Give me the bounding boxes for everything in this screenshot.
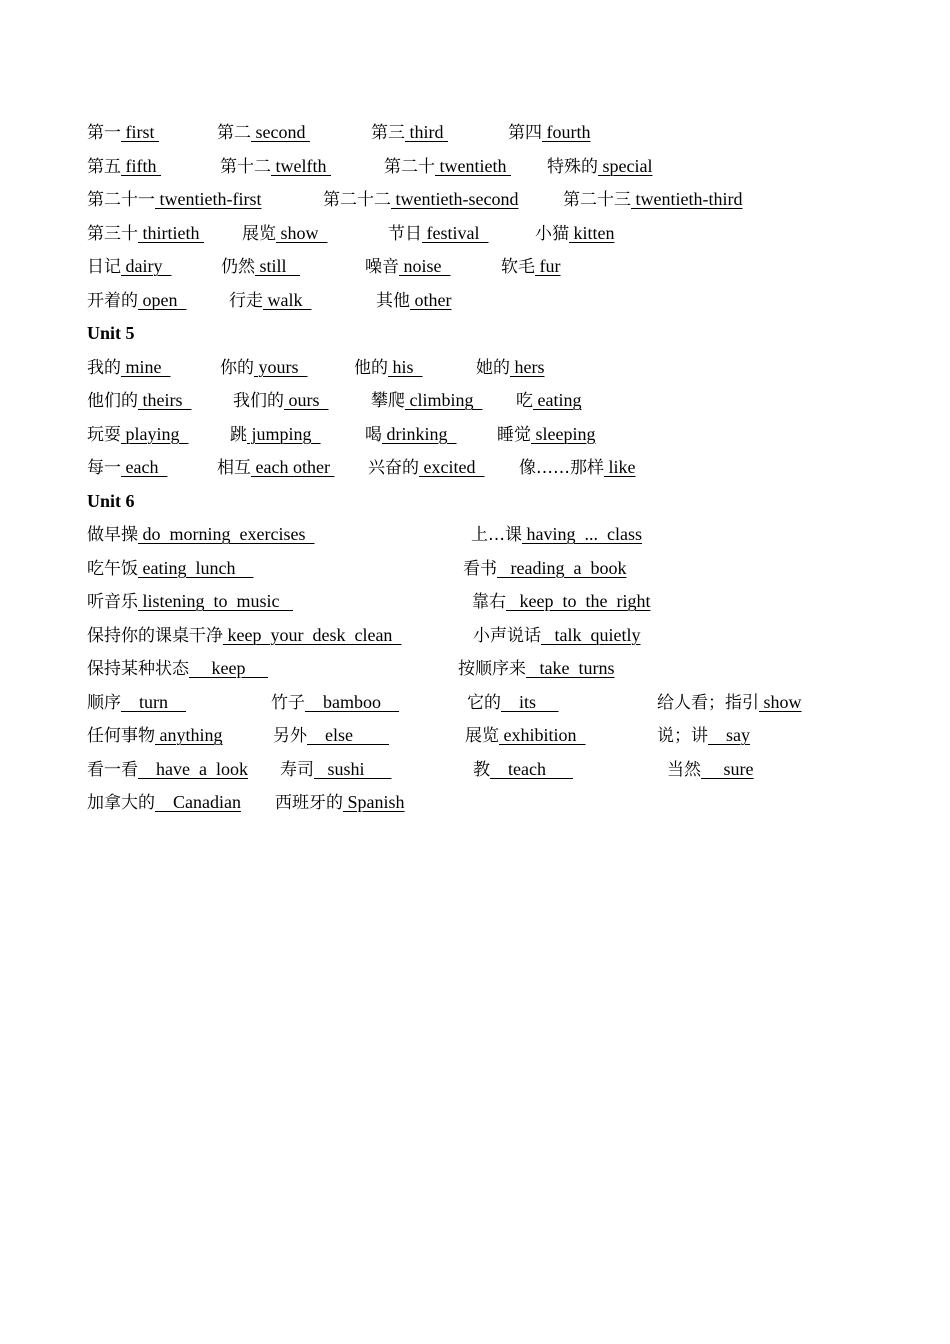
vocab-entry: 寿司 sushi [280, 758, 392, 780]
vocab-entry: 第二十一 twentieth-first [87, 189, 262, 210]
unit6-row-2 [87, 552, 887, 586]
vocab-entry: 你的 yours [220, 356, 308, 378]
vocab-row-4 [87, 217, 887, 251]
unit5-row-2 [87, 384, 887, 418]
vocab-entry: 其他 other [376, 289, 452, 311]
unit5-row-4 [87, 451, 887, 485]
vocab-entry: 每一 each [87, 457, 168, 478]
vocab-entry: 兴奋的 excited [368, 457, 485, 478]
vocab-entry: 第五 fifth [87, 155, 161, 177]
unit-title: Unit 5 [87, 323, 135, 343]
unit6-row-5 [87, 652, 887, 686]
vocab-entry: 跳 jumping [230, 423, 321, 445]
unit6-row-1 [87, 518, 887, 552]
vocab-entry: 给人看；指引 show [657, 691, 802, 713]
vocab-entry: 相互 each other [217, 457, 335, 478]
vocab-entry: 小猫 kitten [535, 222, 615, 244]
vocab-entry: 保持你的课桌干净 keep your desk clean [87, 624, 402, 646]
vocab-entry: 喝 drinking [365, 423, 457, 445]
vocab-entry: 按顺序来 take turns [458, 658, 615, 679]
vocab-entry: 第一 first [87, 122, 159, 143]
vocab-entry: 另外 else [273, 725, 389, 746]
vocab-entry: 当然 sure [667, 758, 754, 780]
vocab-entry: 他的 his [354, 356, 423, 378]
vocab-entry: 第二十二 twentieth-second [323, 189, 519, 210]
unit6-row-6 [87, 686, 887, 720]
vocab-row-2 [87, 150, 887, 184]
vocab-entry: 他们的 theirs [87, 390, 192, 411]
vocab-entry: 攀爬 climbing [371, 390, 483, 411]
vocab-entry: 噪音 noise [365, 256, 451, 277]
vocab-entry: 它的 its [467, 691, 559, 713]
unit6-row-8 [87, 753, 887, 787]
vocab-entry: 教 teach [473, 758, 573, 780]
vocab-entry: 睡觉 sleeping [497, 423, 596, 445]
unit6-row-7 [87, 719, 887, 753]
unit6-row-9 [87, 786, 887, 820]
vocab-entry: 行走 walk [229, 289, 312, 311]
vocab-entry: 做早操 do morning exercises [87, 524, 315, 545]
vocab-entry: 西班牙的 Spanish [275, 792, 405, 813]
unit6-row-3 [87, 585, 887, 619]
vocab-entry: 节日 festival [388, 222, 489, 244]
vocab-entry: 第三十 thirtieth [87, 222, 204, 244]
vocab-entry: 听音乐 listening to music [87, 591, 293, 612]
vocab-entry: 展览 show [242, 222, 328, 244]
vocab-row-6 [87, 284, 887, 318]
vocab-entry: 我的 mine [87, 356, 171, 378]
vocab-entry: 像……那样 like [519, 457, 636, 478]
vocab-entry: 加拿大的 Canadian [87, 792, 241, 813]
vocab-entry: 第四 fourth [508, 122, 591, 143]
vocab-entry: 仍然 still [221, 256, 301, 277]
vocab-entry: 说；讲 say [657, 725, 750, 746]
vocab-row-3 [87, 183, 887, 217]
vocab-entry: 看书 reading a book [463, 557, 627, 579]
vocab-entry: 软毛 fur [501, 256, 561, 277]
vocab-entry: 第二 second [217, 122, 310, 143]
unit5-heading [87, 317, 887, 351]
vocab-entry: 第二十 twentieth [384, 155, 511, 177]
vocab-entry: 吃 eating [516, 390, 582, 411]
vocabulary-sheet [87, 116, 887, 820]
vocab-entry: 玩耍 playing [87, 423, 189, 445]
unit6-row-4 [87, 619, 887, 653]
vocab-entry: 展览 exhibition [465, 725, 586, 746]
vocab-entry: 上…课 having ... class [471, 524, 642, 545]
unit6-heading [87, 485, 887, 519]
vocab-entry: 靠右 keep to the right [472, 591, 651, 612]
vocab-entry: 开着的 open [87, 289, 187, 311]
vocab-entry: 看一看 have a look [87, 758, 248, 780]
vocab-entry: 吃午饭 eating lunch [87, 557, 254, 579]
vocab-entry: 第十二 twelfth [220, 155, 331, 177]
vocab-entry: 第三 third [371, 122, 448, 143]
unit-title: Unit 6 [87, 490, 135, 511]
vocab-entry: 任何事物 anything [87, 725, 223, 746]
vocab-entry: 特殊的 special [547, 155, 653, 177]
vocab-entry: 保持某种状态 keep [87, 658, 268, 679]
vocab-entry: 顺序 turn [87, 691, 186, 713]
vocab-entry: 她的 hers [476, 356, 545, 378]
vocab-row-5 [87, 250, 887, 284]
vocab-row-1 [87, 116, 887, 150]
unit5-row-3 [87, 418, 887, 452]
unit5-row-1 [87, 351, 887, 385]
vocab-entry: 竹子 bamboo [271, 691, 399, 713]
vocab-entry: 第二十三 twentieth-third [563, 189, 743, 210]
vocab-entry: 我们的 ours [233, 390, 329, 411]
vocab-entry: 小声说话 talk quietly [473, 624, 641, 646]
vocab-entry: 日记 dairy [87, 256, 172, 277]
